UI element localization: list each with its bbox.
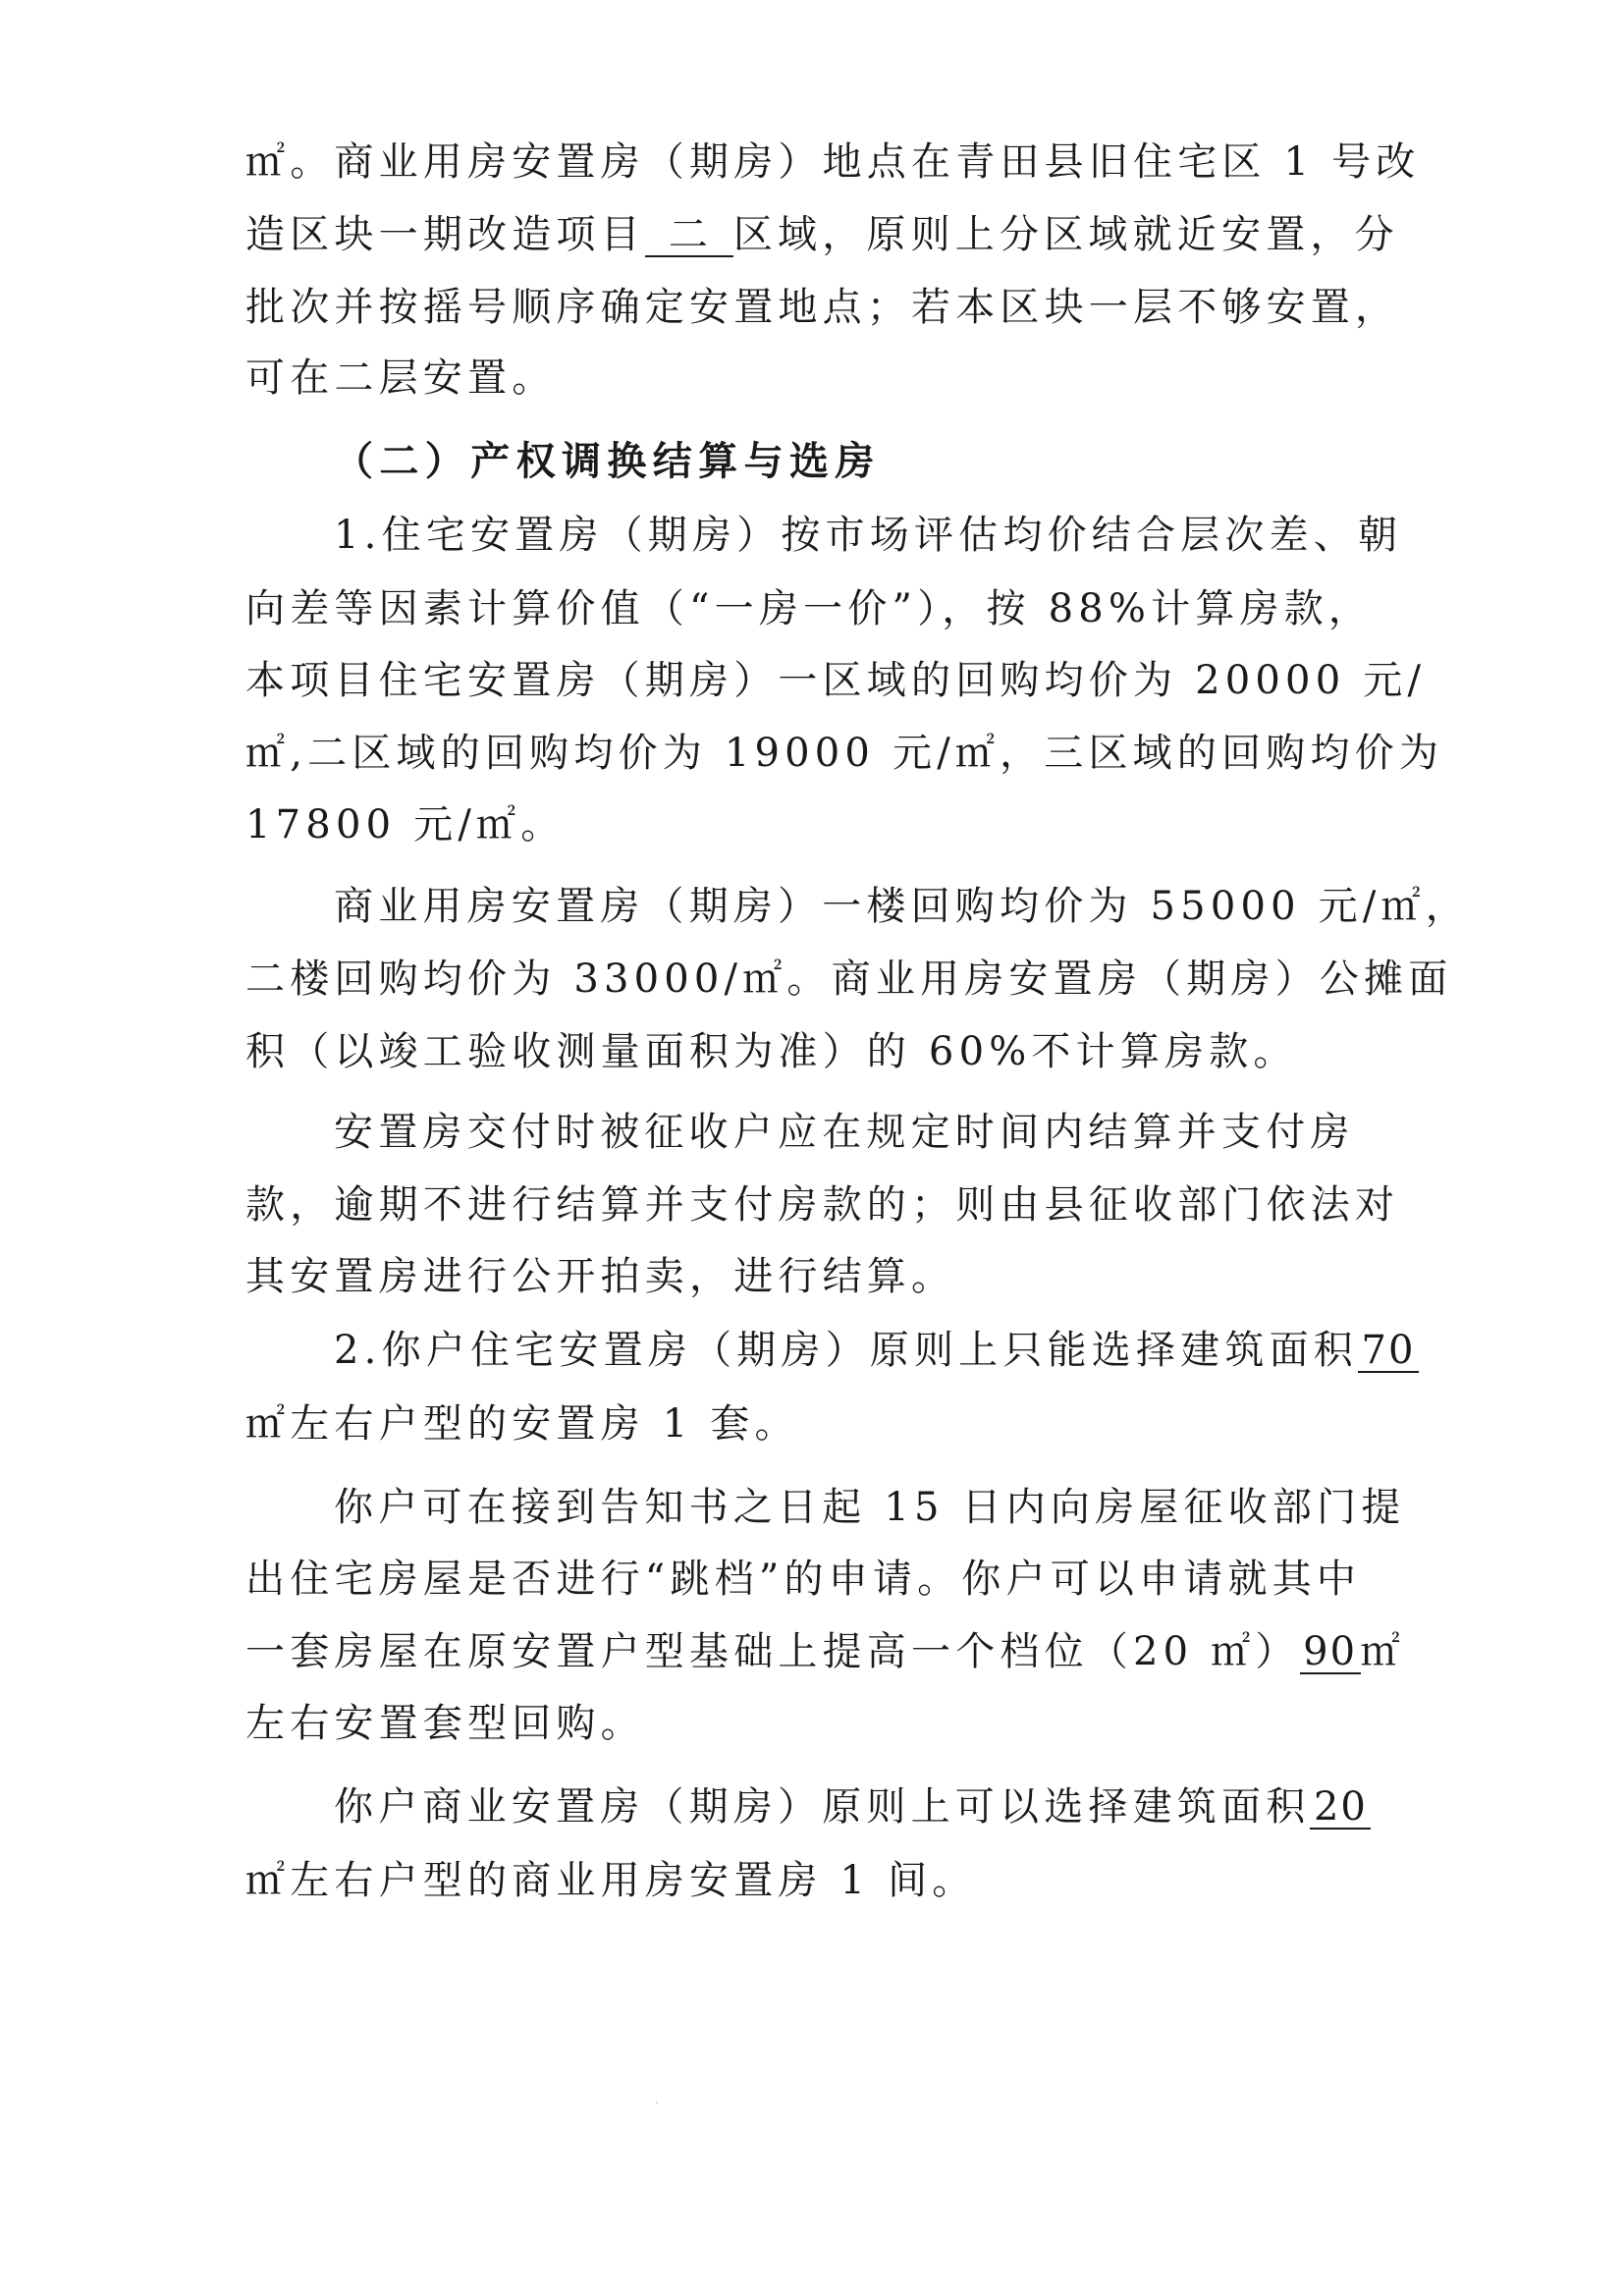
residential-area-fill-in: 70 [1358, 1330, 1419, 1373]
zone-fill-in: 二 [645, 214, 733, 257]
paragraph-line: 你户可在接到告知书之日起 15 日内向房屋征收部门提 [334, 1485, 1406, 1530]
upgrade-area-fill-in: 90 [1300, 1631, 1361, 1674]
paragraph-line: 批次并按摇号顺序确定安置地点；若本区块一层不够安置， [245, 285, 1400, 330]
paragraph-line: 积（以竣工验收测量面积为准）的 60%不计算房款。 [245, 1029, 1298, 1074]
commercial-area-fill-in: 20 [1310, 1786, 1371, 1830]
paragraph-line: 2.你户住宅安置房（期房）原则上只能选择建筑面积70 [334, 1326, 1375, 1375]
paragraph-line: 左右安置套型回购。 [245, 1701, 645, 1746]
paragraph-line: 商业用房安置房（期房）一楼回购均价为 55000 元/㎡， [334, 884, 1470, 929]
paragraph-line: ㎡,二区域的回购均价为 19000 元/㎡，三区域的回购均价为 [245, 731, 1444, 776]
paragraph-line: 二楼回购均价为 33000/㎡。商业用房安置房（期房）公摊面 [245, 957, 1453, 1002]
paragraph-line: ㎡左右户型的商业用房安置房 1 间。 [245, 1858, 977, 1903]
paragraph-line: 17800 元/㎡。 [245, 802, 566, 847]
paragraph-line: 出住宅房屋是否进行“跳档”的申请。你户可以申请就其中 [245, 1557, 1362, 1602]
paragraph-line: 本项目住宅安置房（期房）一区域的回购均价为 20000 元/ [245, 658, 1427, 703]
paragraph-line: ㎡左右户型的安置房 1 套。 [245, 1401, 799, 1447]
paragraph-line: 一套房屋在原安置户型基础上提高一个档位（20 ㎡）90㎡ [245, 1629, 1405, 1674]
paragraph-line: 1.住宅安置房（期房）按市场评估均价结合层次差、朝 [334, 513, 1403, 558]
paragraph-line: 其安置房进行公开拍卖，进行结算。 [245, 1254, 956, 1299]
scan-speck [656, 2102, 658, 2104]
paragraph-line: 可在二层安置。 [245, 355, 557, 401]
paragraph-line: 款，逾期不进行结算并支付房款的；则由县征收部门依法对 [245, 1182, 1400, 1228]
paragraph-line: 造区块一期改造项目 二 区域，原则上分区域就近安置，分 [245, 212, 1399, 257]
paragraph-line: 你户商业安置房（期房）原则上可以选择建筑面积20 [334, 1782, 1375, 1831]
paragraph-line: 向差等因素计算价值（“一房一价”），按 88%计算房款， [245, 586, 1374, 631]
paragraph-line: 安置房交付时被征收户应在规定时间内结算并支付房 [334, 1110, 1355, 1155]
section-heading: （二）产权调换结算与选房 [334, 438, 881, 484]
paragraph-line: ㎡。商业用房安置房（期房）地点在青田县旧住宅区 1 号改 [245, 139, 1421, 185]
